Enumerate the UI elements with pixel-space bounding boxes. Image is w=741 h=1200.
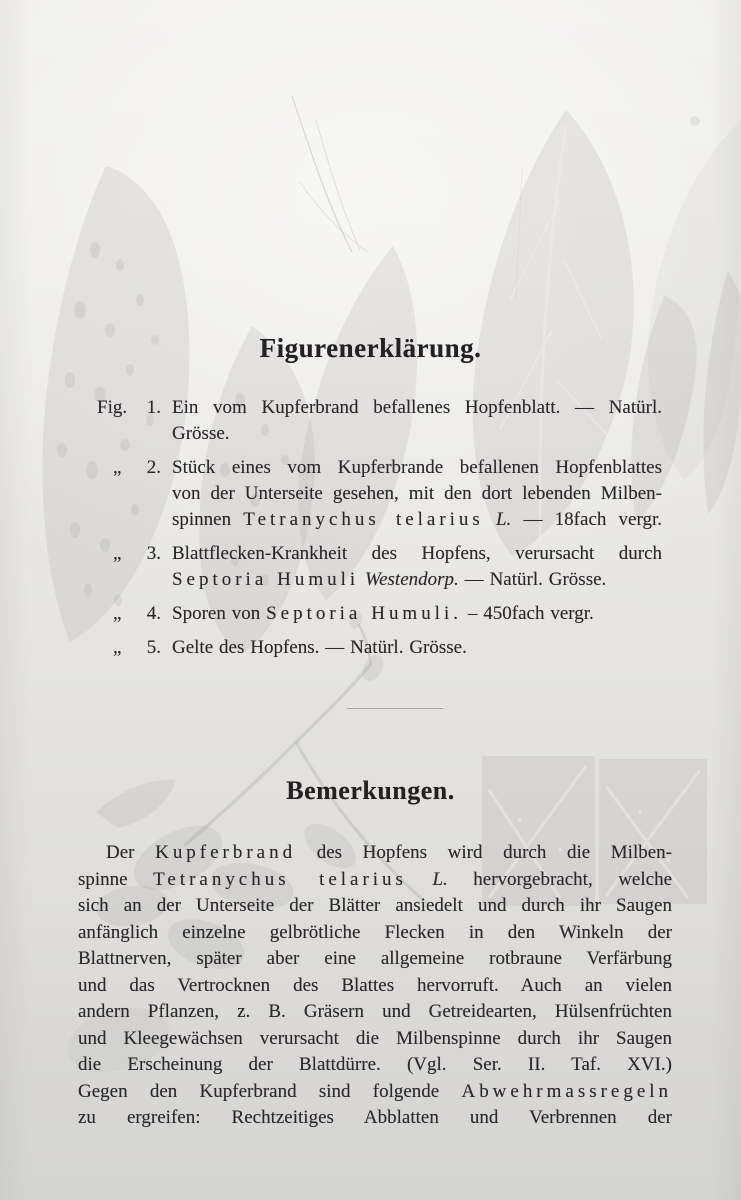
figure-item-marker: „	[113, 457, 122, 478]
paragraph-line	[78, 840, 672, 867]
text-run: L.	[495, 509, 512, 530]
text-run: Blattflecken-Krankheit des Hopfens, verursacht durch	[172, 543, 662, 564]
text-line	[172, 395, 662, 421]
text-run: — 18fach vergr.	[511, 509, 663, 530]
text-line	[172, 635, 662, 661]
text-run: Gegen den Kupferbrand sind folgende	[78, 1080, 462, 1102]
figure-item-text	[172, 601, 662, 627]
text-run: Grösse.	[172, 423, 230, 444]
paragraph-line	[78, 867, 672, 894]
text-line	[172, 567, 662, 593]
text-run: L.	[432, 868, 448, 890]
text-run: Der	[106, 842, 156, 863]
text-run: andern Pflanzen, z. B. Gräsern und Getreidearten, Hülsenfrüchten	[78, 1001, 672, 1022]
text-line	[172, 507, 662, 533]
figure-item-text	[172, 395, 662, 447]
text-run: sich an der Unterseite der Blätter ansiedelt und durch ihr Saugen	[78, 895, 672, 916]
paragraph-line	[78, 920, 672, 947]
text-run: Septoria Humuli	[172, 569, 360, 590]
remarks-paragraph	[78, 840, 672, 1132]
text-run: und Kleegewächsen verursacht die Milbenspinne durch ihr Saugen	[78, 1027, 672, 1049]
paragraph-line	[78, 1105, 672, 1132]
text-run	[484, 509, 496, 530]
figure-item-number: 5.	[146, 637, 161, 658]
text-line	[172, 601, 662, 627]
text-run: Westendorp.	[365, 569, 459, 590]
text-run: die Erscheinung der Blattdürre. (Vgl. Ser. II. Taf. XVI.)	[78, 1054, 672, 1075]
figure-item-3	[97, 541, 741, 593]
figure-item-text	[172, 635, 662, 661]
text-run: des Hopfens wird durch die Milben-	[296, 842, 672, 863]
figure-item-number: 3.	[146, 543, 161, 564]
figure-item-text	[172, 455, 662, 533]
page-content	[0, 333, 741, 1132]
paragraph-line	[78, 893, 672, 920]
text-line	[172, 421, 662, 447]
text-line	[172, 481, 662, 507]
text-run: Ein vom Kupferbrand befallenes Hopfenblatt. — Natürl.	[172, 397, 662, 418]
paragraph-line	[78, 946, 672, 973]
text-run: hervorgebracht, welche	[447, 868, 672, 890]
figure-item-4	[97, 601, 741, 627]
paragraph-line	[78, 1052, 672, 1079]
text-run	[407, 869, 433, 890]
text-run: Abwehrmassregeln	[461, 1080, 672, 1102]
text-run: Blattnerven, später aber eine allgemeine rotbraune Verfärbung	[78, 948, 672, 969]
figure-list	[0, 395, 741, 661]
text-run: Tetranychus telarius	[243, 509, 484, 530]
text-line	[172, 455, 662, 481]
paragraph-line	[78, 1026, 672, 1053]
text-run: Kupferbrand	[155, 842, 297, 863]
text-run: Sporen von	[172, 603, 267, 624]
figure-item-marker: „	[113, 637, 122, 658]
paragraph-line	[78, 1079, 672, 1106]
section-divider	[347, 708, 443, 709]
paragraph-line	[78, 973, 672, 1000]
text-run: zu ergreifen: Rechtzeitiges Abblatten und Verbrennen der	[78, 1107, 672, 1128]
figure-item-marker: „	[113, 543, 122, 564]
text-run: Tetranychus telarius	[153, 868, 407, 890]
text-run: Gelte des Hopfens. — Natürl. Grösse.	[172, 637, 467, 658]
text-run: anfänglich einzelne gelbrötliche Flecken in den Winkeln der	[78, 921, 672, 943]
text-run: — Natürl. Grösse.	[458, 569, 607, 590]
paragraph-line	[78, 999, 672, 1026]
figure-item-number: 4.	[146, 603, 161, 624]
figure-item-text	[172, 541, 662, 593]
figure-item-2	[97, 455, 741, 533]
figure-item-marker: „	[113, 603, 122, 624]
figure-item-1	[97, 395, 741, 447]
text-line	[172, 541, 662, 567]
text-run: spinne	[78, 868, 154, 890]
text-run: und das Vertrocknen des Blattes hervorruft. Auch an vielen	[78, 974, 672, 996]
figure-item-number: 1.	[146, 397, 161, 418]
text-run: – 450fach vergr.	[461, 603, 594, 624]
figure-item-5	[97, 635, 741, 661]
text-run: Stück eines vom Kupferbrande befallenen Hopfenblattes	[172, 457, 662, 478]
section-title-figures: Figurenerklärung.	[259, 333, 482, 363]
figure-item-marker: Fig.	[97, 397, 128, 418]
text-run: Septoria Humuli.	[266, 603, 462, 624]
section-title-remarks: Bemerkungen.	[286, 776, 455, 805]
text-run: von der Unterseite gesehen, mit den dort lebenden Milben-	[172, 483, 662, 504]
text-run: spinnen	[172, 509, 244, 530]
figure-item-number: 2.	[146, 457, 161, 478]
